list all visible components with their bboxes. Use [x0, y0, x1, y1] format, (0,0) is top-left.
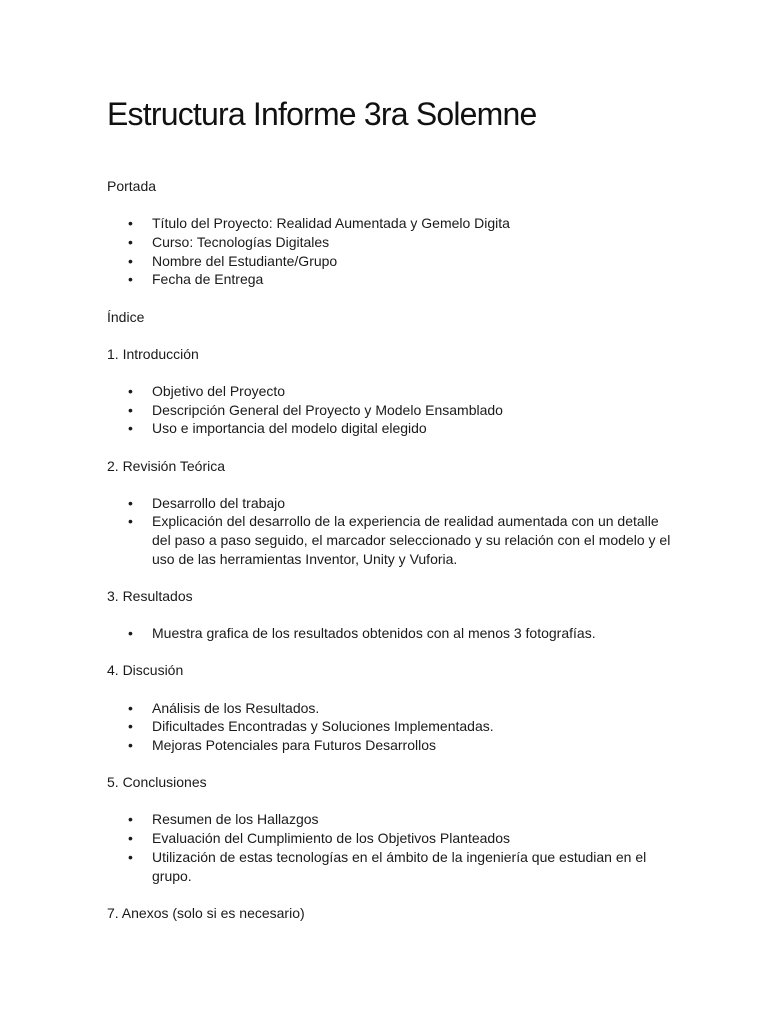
bullet-list	[107, 214, 677, 289]
bullet-item: • Desarrollo del trabajo	[107, 494, 677, 513]
bullet-item: • Fecha de Entrega	[107, 270, 677, 289]
document-page	[107, 92, 677, 941]
bullet-item: • Muestra grafica de los resultados obtenidos con al menos 3 fotografías.	[107, 624, 677, 643]
section-heading: 3. Resultados	[107, 588, 193, 605]
section-heading: Portada	[107, 178, 157, 194]
bullet-item: • Descripción General del Proyecto y Modelo Ensamblado	[107, 401, 677, 420]
document-section	[107, 308, 677, 327]
bullet-item: • Evaluación del Cumplimiento de los Objetivos Planteados	[107, 829, 677, 848]
document-section	[107, 457, 677, 569]
section-heading: 4. Discusión	[107, 662, 184, 679]
bullet-list	[107, 810, 677, 885]
bullet-item: • Dificultades Encontradas y Soluciones Implementadas.	[107, 717, 677, 736]
document-title: Estructura Informe 3ra Solemne	[107, 96, 537, 132]
bullet-item: • Título del Proyecto: Realidad Aumentada y Gemelo Digita	[107, 214, 677, 233]
bullet-item: • Nombre del Estudiante/Grupo	[107, 252, 677, 271]
bullet-item: • Resumen de los Hallazgos	[107, 810, 677, 829]
document-section	[107, 177, 677, 289]
document-section	[107, 587, 677, 643]
document-section	[107, 345, 677, 438]
bullet-item: • Curso: Tecnologías Digitales	[107, 233, 677, 252]
bullet-list	[107, 624, 677, 643]
bullet-list	[107, 699, 677, 755]
section-heading: Índice	[107, 308, 145, 325]
section-heading: 2. Revisión Teórica	[107, 457, 226, 474]
document-section	[107, 773, 677, 885]
document-section	[107, 661, 677, 754]
bullet-item: • Objetivo del Proyecto	[107, 382, 677, 401]
section-heading: 7. Anexos (solo si es necesario)	[107, 904, 305, 921]
section-heading: 5. Conclusiones	[107, 774, 207, 791]
document-sections	[107, 177, 677, 922]
section-heading: 1. Introducción	[107, 345, 199, 362]
bullet-list	[107, 382, 677, 438]
bullet-item: • Explicación del desarrollo de la experiencia de realidad aumentada con un detalle del paso a paso seguido, el marcador seleccionado y su relación con el modelo y el uso de las herramientas Inventor, Unity y Vuforia.	[107, 512, 677, 568]
bullet-item: • Mejoras Potenciales para Futuros Desarrollos	[107, 736, 677, 755]
bullet-item: • Análisis de los Resultados.	[107, 699, 677, 718]
document-section	[107, 904, 677, 923]
bullet-item: • Utilización de estas tecnologías en el ámbito de la ingeniería que estudian en el grupo.	[107, 848, 677, 885]
bullet-item: • Uso e importancia del modelo digital elegido	[107, 419, 677, 438]
bullet-list	[107, 494, 677, 569]
